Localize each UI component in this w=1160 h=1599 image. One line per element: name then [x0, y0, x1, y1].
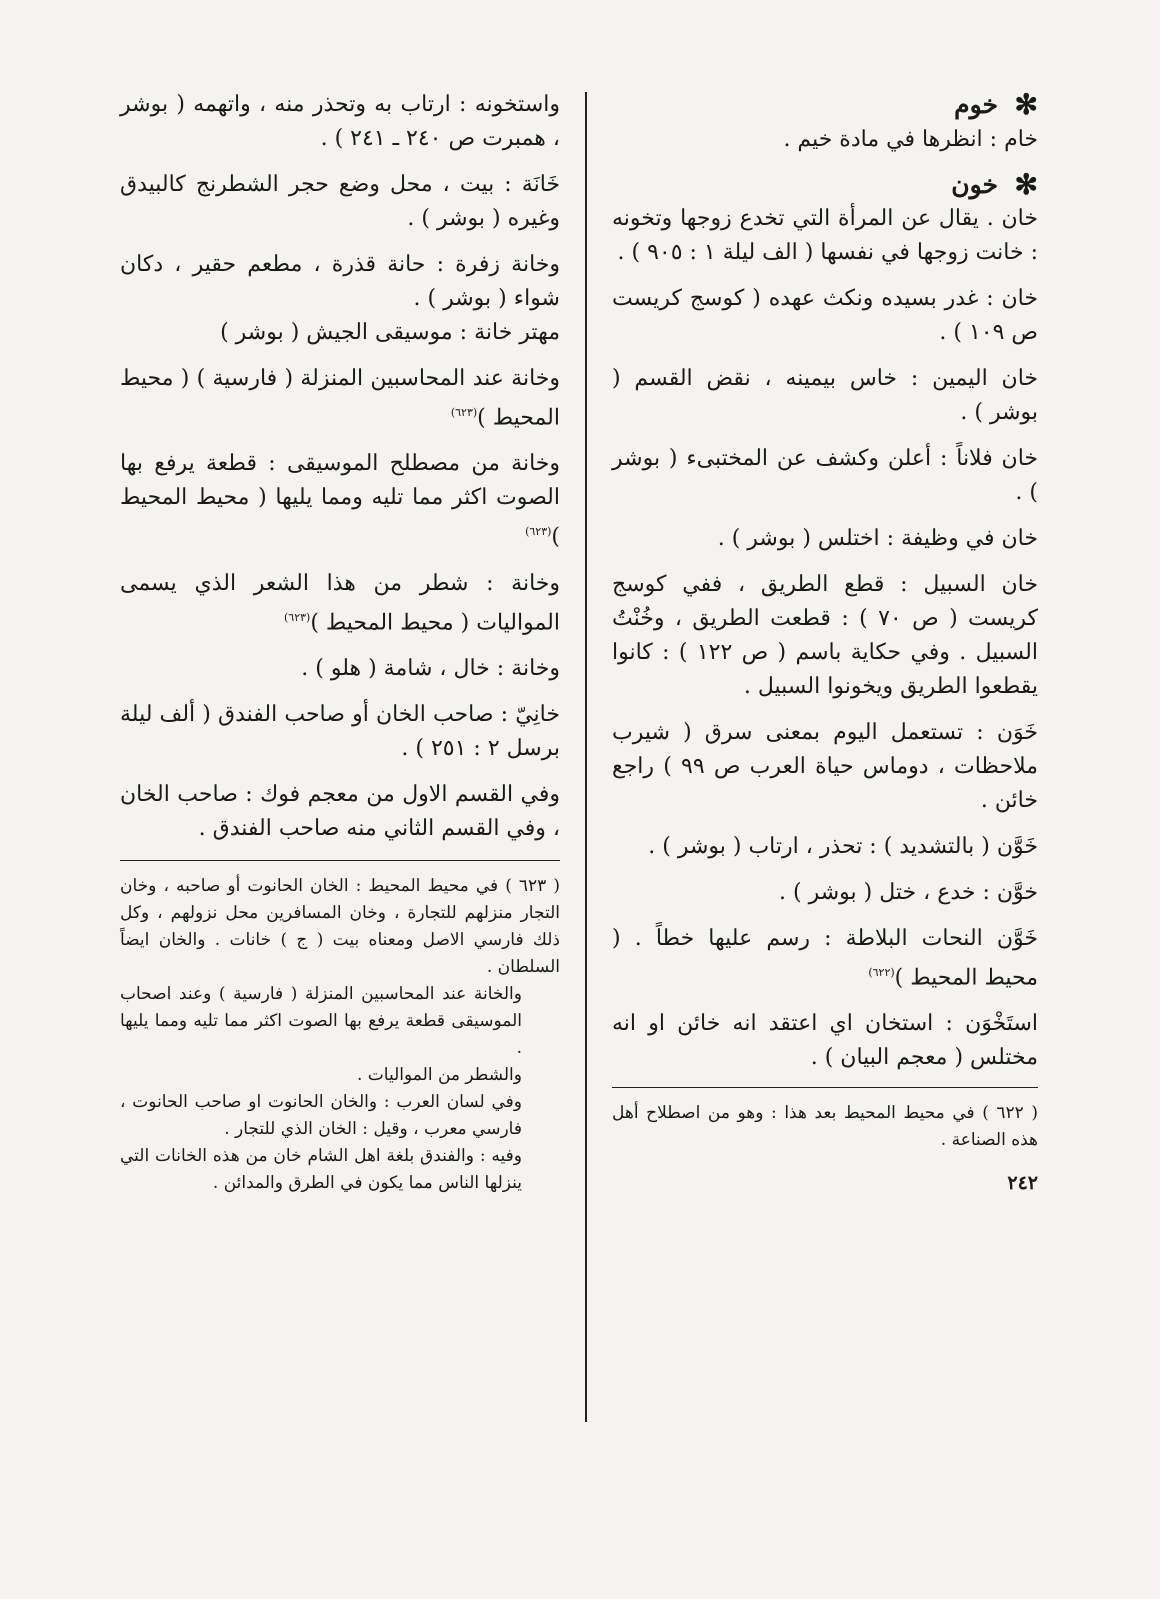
- entry: خان السبيل : قطع الطريق ، ففي كوسج كريست ( ص ٧٠ ) : قطعت الطريق ، وخُنْتُ السبيل . وفي حكاية باسم ( ص ١٢٢ ) : كانوا يقطعوا الطريق ويخونوا السبيل .: [612, 572, 1038, 699]
- footnote-marker: (٦٢٣): [525, 525, 552, 539]
- section-heading-khwn: [612, 168, 1038, 202]
- entry: خَوَّن ( بالتشديد ) : تحذر ، ارتاب ( بوشر ) .: [648, 834, 1038, 859]
- entry: خام : انظرها في مادة خيم .: [783, 127, 1038, 152]
- root-title: خون: [951, 170, 998, 199]
- section-heading-khwm: [612, 88, 1038, 122]
- footnote-separator: [120, 860, 560, 861]
- footnote: ( ٦٢٣ ) في محيط المحيط : الخان الحانوت أو صاحبه ، وخان التجار منزلهم للتجارة ، وخان المسافرين محل نزولهم ، وكل ذلك فارسي الاصل ومعناه بيت ( ج ) خانات . والخان ايضاً السلطان .: [120, 875, 560, 977]
- entry: واستخونه : ارتاب به وتحذر منه ، واتهمه ( بوشر ، همبرت ص ٢٤٠ ـ ٢٤١ ) .: [120, 92, 560, 151]
- root-title: خوم: [954, 90, 998, 119]
- entry: خان . يقال عن المرأة التي تخدع زوجها وتخونه : خانت زوجها في نفسها ( الف ليلة ١ : ٩٠٥ ) .: [612, 206, 1038, 265]
- entry: وخانة عند المحاسبين المنزلة ( فارسية ) ( محيط المحيط )$^{(٦٢٣)}$: [120, 366, 560, 431]
- entry: خان اليمين : خاس بيمينه ، نقض القسم ( بوشر ) .: [612, 366, 1038, 425]
- entry: وخانة : شطر من هذا الشعر الذي يسمى المواليات ( محيط المحيط )$^{(٦٢٣)}$: [120, 570, 560, 635]
- footnote-marker: (٦٢٢): [868, 966, 895, 979]
- entry: خوَّن : خدع ، ختل ( بوشر ) .: [779, 880, 1038, 905]
- entry: خَوَن : تستعمل اليوم بمعنى سرق ( شيرب ملاحظات ، دوماس حياة العرب ص ٩٩ ) راجع خائن .: [612, 720, 1038, 813]
- footnote-marker: (٦٢٣): [284, 610, 311, 624]
- entry: وخانة : خال ، شامة ( هلو ) .: [301, 655, 560, 681]
- entry: خان في وظيفة : اختلس ( بوشر ) .: [717, 526, 1038, 551]
- entry: مهتر خانة : موسيقى الجيش ( بوشر ): [220, 320, 560, 345]
- entry: وخانة من مصطلح الموسيقى : قطعة يرفع بها الصوت اكثر مما تليه ومما يليها ( محيط المحيط )$^{(٦٢٣)}$: [120, 451, 560, 550]
- footnote: والشطر من المواليات .: [357, 1064, 522, 1085]
- footnote-separator: [612, 1087, 1038, 1088]
- left-column: [120, 88, 560, 1197]
- entry: خان : غدر بسيده ونكث عهده ( كوسج كريست ص ١٠٩ ) .: [612, 286, 1038, 345]
- footnote-marker: (٦٢٣): [450, 406, 478, 419]
- entry: خان فلاناً : أعلن وكشف عن المختبىء ( بوشر ) .: [612, 446, 1038, 505]
- asterisk-icon: ✻: [1014, 168, 1038, 201]
- footnote: والخانة عند المحاسبين المنزلة ( فارسية ) وعند اصحاب الموسيقى قطعة يرفع بها الصوت اكثر مما تليه ومما يليها .: [120, 983, 522, 1058]
- entry: استَخْوَن : استخان اي اعتقد انه خائن او انه مختلس ( معجم البيان ) .: [612, 1011, 1038, 1071]
- right-column: [612, 88, 1038, 1194]
- footnote: وفيه : والفندق بلغة اهل الشام خان من هذه الخانات التي ينزلها الناس مما يكون في الطرق والمدائن .: [120, 1145, 522, 1193]
- entry: خَوَّن النحات البلاطة : رسم عليها خطاً . ( محيط المحيط )$^{(٦٢٢)}$: [612, 926, 1038, 991]
- entry: وفي القسم الاول من معجم فوك : صاحب الخان ، وفي القسم الثاني منه صاحب الفندق .: [120, 781, 560, 841]
- footnote: وفي لسان العرب : والخان الحانوت او صاحب الحانوت ، فارسي معرب ، وقيل : الخان الذي للتجار .: [120, 1091, 522, 1139]
- page-number: ٢٤٢: [1007, 1172, 1038, 1195]
- entry: خَانَة : بيت ، محل وضع حجر الشطرنج كالبيدق وغيره ( بوشر ) .: [120, 172, 560, 231]
- asterisk-icon: ✻: [1014, 88, 1038, 121]
- footnote: ( ٦٢٢ ) في محيط المحيط بعد هذا : وهو من اصطلاح أهل هذه الصناعة .: [612, 1103, 1038, 1151]
- column-divider: [585, 92, 587, 1422]
- entry: خانِيّ : صاحب الخان أو صاحب الفندق ( ألف ليلة برسل ٢ : ٢٥١ ) .: [120, 701, 560, 761]
- entry: وخانة زفرة : حانة قذرة ، مطعم حقير ، دكان شواء ( بوشر ) .: [120, 252, 560, 311]
